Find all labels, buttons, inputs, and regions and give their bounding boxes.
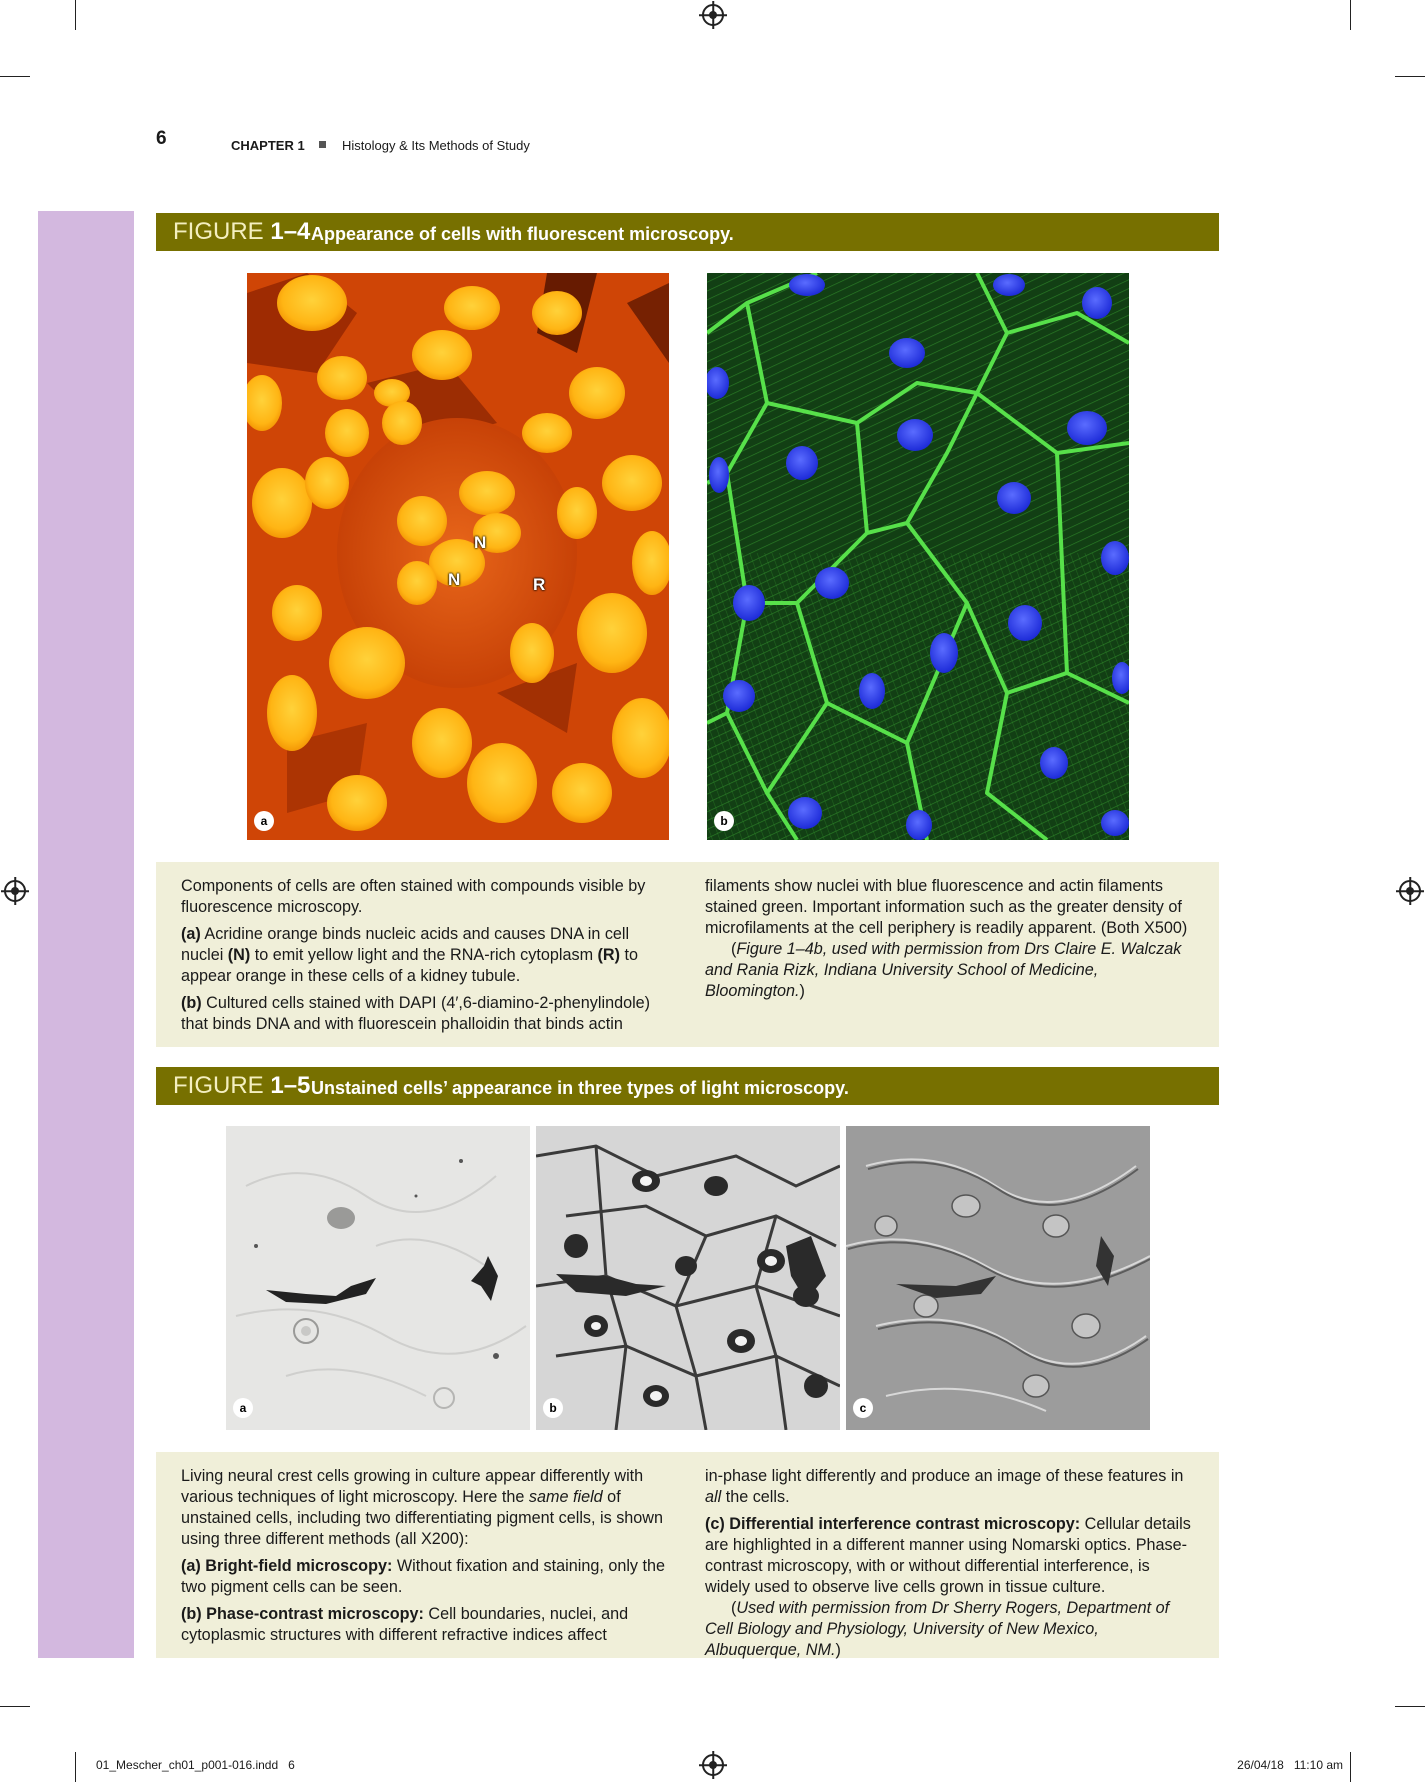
crop-mark bbox=[1350, 0, 1351, 30]
figure-title: Unstained cells’ appearance in three types of light microscopy. bbox=[311, 1078, 849, 1098]
footer-file-slug: 01_Mescher_ch01_p001-016.indd 6 bbox=[96, 1758, 295, 1772]
acridine-orange-micrograph bbox=[247, 273, 669, 840]
figure-1-5-header bbox=[156, 1067, 1219, 1105]
figure-1-4-caption bbox=[156, 862, 1219, 1047]
figure-1-5c-photo bbox=[846, 1126, 1150, 1430]
registration-mark-icon bbox=[702, 4, 724, 26]
crop-mark bbox=[1395, 1706, 1425, 1707]
crop-mark bbox=[1350, 1752, 1351, 1782]
page-number: 6 bbox=[156, 128, 167, 149]
crop-mark bbox=[0, 1706, 30, 1707]
label-nucleus: N bbox=[448, 570, 461, 589]
figure-1-4-header bbox=[156, 213, 1219, 251]
credit-text: Used with permission from Dr Sherry Rogers, Department of Cell Biology and Physiology, University of New Mexico, Albuquerque, NM. bbox=[705, 1599, 1170, 1659]
paren: ( bbox=[731, 1599, 737, 1617]
caption-paragraph bbox=[181, 924, 673, 987]
chapter-label: CHAPTER 1 bbox=[231, 138, 305, 153]
panel-badge: c bbox=[853, 1398, 873, 1418]
dapi-phalloidin-micrograph bbox=[707, 273, 1129, 840]
caption-credit bbox=[705, 1598, 1197, 1661]
paren: ) bbox=[799, 982, 805, 1000]
caption-credit bbox=[705, 939, 1197, 1002]
panel-badge: b bbox=[714, 811, 734, 831]
caption-paragraph bbox=[705, 1466, 1197, 1508]
panel-badge: a bbox=[233, 1398, 253, 1418]
bright-field-micrograph bbox=[226, 1126, 530, 1430]
caption-text: of unstained cells, including two differentiating pigment cells, is shown using three different methods (all X200): bbox=[181, 1488, 663, 1548]
registration-mark-icon bbox=[4, 880, 26, 902]
caption-text: Cellular details are highlighted in a different manner using Nomarski optics. Phase-contrast microscopy, with or without differential interference, is widely used to observe live cells grown in tissue culture. bbox=[705, 1515, 1191, 1596]
figure-1-5b-photo bbox=[536, 1126, 840, 1430]
dic-micrograph bbox=[846, 1126, 1150, 1430]
crop-mark bbox=[1395, 76, 1425, 77]
phase-contrast-micrograph bbox=[536, 1126, 840, 1430]
caption-text: Acridine orange binds nucleic acids and causes DNA in cell nuclei bbox=[181, 925, 630, 964]
figure-number: 1–4 bbox=[270, 218, 311, 245]
panel-ref: (a) bbox=[181, 925, 201, 943]
caption-column-left bbox=[181, 876, 673, 1041]
figure-number: 1–5 bbox=[270, 1072, 311, 1099]
label-ref: (R) bbox=[597, 946, 621, 964]
panel-ref: (c) Differential interference contrast microscopy: bbox=[705, 1515, 1081, 1533]
paren: ) bbox=[835, 1641, 841, 1659]
caption-paragraph bbox=[705, 1514, 1197, 1598]
figure-1-4a-photo bbox=[247, 273, 669, 840]
crop-mark bbox=[75, 1752, 76, 1782]
panel-ref: (b) bbox=[181, 994, 202, 1012]
figure-1-4b-photo bbox=[707, 273, 1129, 840]
caption-text: to emit yellow light and the RNA-rich cytoplasm bbox=[250, 946, 598, 964]
caption-paragraph bbox=[181, 993, 673, 1035]
caption-text: Living neural crest cells growing in culture appear differently with various techniques of light microscopy. Here the bbox=[181, 1467, 644, 1506]
label-ref: (N) bbox=[227, 946, 251, 964]
caption-column-right bbox=[705, 876, 1197, 1008]
figure-label: FIGURE bbox=[173, 1072, 264, 1099]
figure-title: Appearance of cells with fluorescent microscopy. bbox=[311, 224, 734, 244]
label-nucleus: N bbox=[474, 533, 487, 552]
footer-timestamp: 26/04/18 11:10 am bbox=[1237, 1758, 1343, 1772]
separator-square-icon bbox=[319, 141, 326, 148]
caption-text: Cell boundaries, nuclei, and cytoplasmic structures with different refractive indices affect bbox=[181, 1605, 629, 1644]
caption-text: to appear orange in these cells of a kidney tubule. bbox=[181, 946, 639, 985]
caption-text: Cultured cells stained with DAPI (4′,6-diamino-2-phenylindole) that binds DNA and with fluorescein phalloidin that binds actin bbox=[181, 994, 651, 1033]
figure-label: FIGURE bbox=[173, 218, 264, 245]
registration-mark-icon bbox=[702, 1754, 724, 1776]
caption-text: the cells. bbox=[721, 1488, 790, 1506]
caption-column-right bbox=[705, 1466, 1197, 1667]
panel-badge: b bbox=[543, 1398, 563, 1418]
figure-1-5a-photo bbox=[226, 1126, 530, 1430]
figure-1-5-caption bbox=[156, 1452, 1219, 1658]
crop-mark bbox=[0, 76, 30, 77]
caption-paragraph: filaments show nuclei with blue fluorescence and actin filaments stained green. Important information such as the greater density of microfilaments at the cell periphery is readily apparent. (Both X500) bbox=[705, 877, 1188, 937]
caption-paragraph: Components of cells are often stained with compounds visible by fluorescence microscopy. bbox=[181, 877, 646, 916]
paren: ( bbox=[731, 940, 737, 958]
credit-text: Figure 1–4b, used with permission from Drs Claire E. Walczak and Rania Rizk, Indiana University School of Medicine, Bloomington. bbox=[705, 940, 1182, 1000]
emphasis: same field bbox=[528, 1488, 603, 1506]
panel-ref: (a) Bright-field microscopy: bbox=[181, 1557, 393, 1575]
crop-mark bbox=[75, 0, 76, 30]
caption-text: in-phase light differently and produce an image of these features in bbox=[705, 1467, 1184, 1485]
panel-badge: a bbox=[254, 811, 274, 831]
panel-ref: (b) Phase-contrast microscopy: bbox=[181, 1605, 424, 1623]
caption-paragraph bbox=[181, 1556, 673, 1598]
caption-column-left bbox=[181, 1466, 673, 1652]
registration-mark-icon bbox=[1399, 880, 1421, 902]
caption-text: Without fixation and staining, only the two pigment cells can be seen. bbox=[181, 1557, 666, 1596]
sidebar-tint bbox=[38, 211, 134, 1658]
caption-paragraph bbox=[181, 1604, 673, 1646]
caption-paragraph bbox=[181, 1466, 673, 1550]
emphasis: all bbox=[705, 1488, 722, 1506]
chapter-title: Histology & Its Methods of Study bbox=[342, 138, 530, 153]
label-cytoplasm: R bbox=[533, 575, 546, 594]
